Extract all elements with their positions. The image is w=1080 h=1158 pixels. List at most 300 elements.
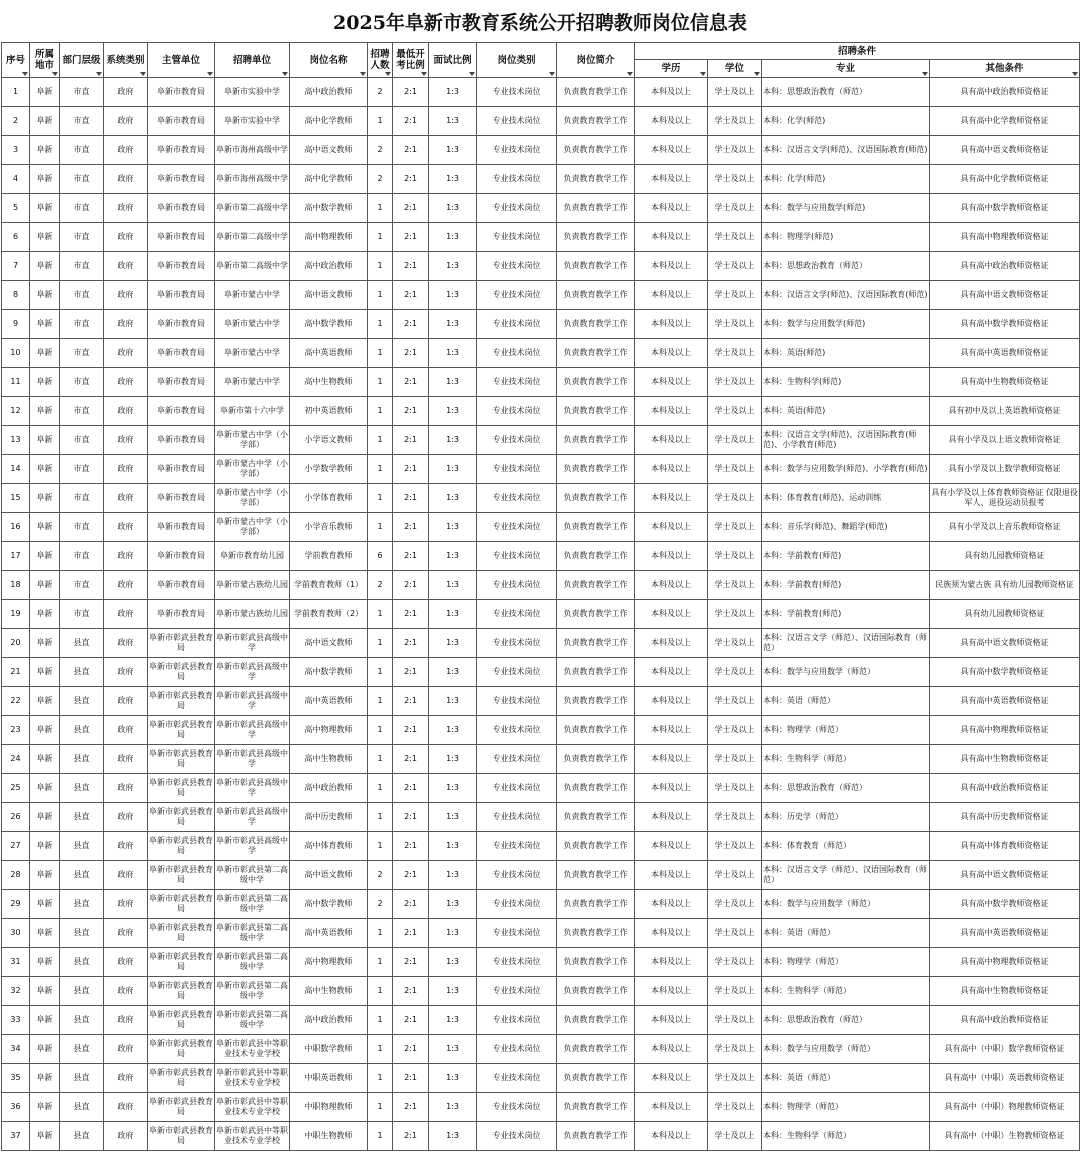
cell-education: 本科及以上 — [635, 310, 708, 339]
cell-seq: 7 — [2, 252, 30, 281]
filter-arrow-icon[interactable] — [22, 72, 28, 76]
header-major[interactable]: 专业 — [762, 60, 930, 78]
cell-position: 高中生物教师 — [290, 745, 368, 774]
cell-interview-ratio: 1:3 — [429, 803, 477, 832]
cell-education: 本科及以上 — [635, 861, 708, 890]
cell-position: 高中物理教师 — [290, 223, 368, 252]
cell-position: 高中物理教师 — [290, 716, 368, 745]
cell-degree: 学士及以上 — [708, 252, 762, 281]
cell-interview-ratio: 1:3 — [429, 1122, 477, 1151]
cell-intro: 负责教育教学工作 — [557, 890, 635, 919]
table-row — [2, 600, 1080, 629]
cell-unit: 阜新市彰武县第二高级中学 — [215, 1006, 290, 1035]
cell-seq: 19 — [2, 600, 30, 629]
header-unit[interactable]: 招聘单位 — [215, 43, 290, 78]
cell-count: 1 — [368, 948, 393, 977]
cell-count: 1 — [368, 223, 393, 252]
cell-count: 1 — [368, 977, 393, 1006]
cell-ratio-min: 2:1 — [393, 774, 429, 803]
table-row — [2, 629, 1080, 658]
filter-arrow-icon[interactable] — [627, 72, 633, 76]
cell-dept-level: 市直 — [60, 252, 104, 281]
cell-region: 阜新 — [30, 281, 60, 310]
cell-region: 阜新 — [30, 658, 60, 687]
cell-interview-ratio: 1:3 — [429, 513, 477, 542]
cell-major: 本科：学前教育(师范) — [762, 542, 930, 571]
cell-interview-ratio: 1:3 — [429, 832, 477, 861]
cell-education: 本科及以上 — [635, 977, 708, 1006]
header-authority[interactable]: 主管单位 — [148, 43, 215, 78]
cell-region: 阜新 — [30, 774, 60, 803]
cell-post-type: 专业技术岗位 — [477, 571, 557, 600]
cell-major: 本科：音乐学(师范)、舞蹈学(师范) — [762, 513, 930, 542]
cell-region: 阜新 — [30, 542, 60, 571]
cell-authority: 阜新市教育局 — [148, 513, 215, 542]
cell-authority: 阜新市教育局 — [148, 165, 215, 194]
cell-authority: 阜新市教育局 — [148, 484, 215, 513]
cell-interview-ratio: 1:3 — [429, 542, 477, 571]
cell-major: 本科：物理学(师范) — [762, 223, 930, 252]
cell-count: 1 — [368, 716, 393, 745]
cell-degree: 学士及以上 — [708, 484, 762, 513]
table-row — [2, 165, 1080, 194]
cell-unit: 阜新市第十六中学 — [215, 397, 290, 426]
cell-intro: 负责教育教学工作 — [557, 600, 635, 629]
cell-system: 政府 — [104, 832, 148, 861]
cell-authority: 阜新市教育局 — [148, 136, 215, 165]
cell-system: 政府 — [104, 1093, 148, 1122]
table-row — [2, 426, 1080, 455]
cell-degree: 学士及以上 — [708, 629, 762, 658]
filter-arrow-icon[interactable] — [421, 72, 427, 76]
cell-intro: 负责教育教学工作 — [557, 1093, 635, 1122]
table-row — [2, 832, 1080, 861]
cell-dept-level: 市直 — [60, 165, 104, 194]
cell-intro: 负责教育教学工作 — [557, 919, 635, 948]
cell-major: 本科：思想政治教育（师范） — [762, 1006, 930, 1035]
cell-other: 具有高中化学教师资格证 — [930, 165, 1080, 194]
cell-region: 阜新 — [30, 803, 60, 832]
cell-count: 1 — [368, 194, 393, 223]
cell-degree: 学士及以上 — [708, 1122, 762, 1151]
cell-position: 学前教育教师（2） — [290, 600, 368, 629]
cell-unit: 阜新市蒙古中学（小学部） — [215, 426, 290, 455]
cell-unit: 阜新市彰武县中等职业技术专业学校 — [215, 1093, 290, 1122]
cell-intro: 负责教育教学工作 — [557, 716, 635, 745]
cell-dept-level: 市直 — [60, 136, 104, 165]
cell-system: 政府 — [104, 803, 148, 832]
cell-interview-ratio: 1:3 — [429, 339, 477, 368]
filter-arrow-icon[interactable] — [52, 72, 58, 76]
cell-interview-ratio: 1:3 — [429, 600, 477, 629]
cell-degree: 学士及以上 — [708, 165, 762, 194]
cell-education: 本科及以上 — [635, 281, 708, 310]
cell-intro: 负责教育教学工作 — [557, 629, 635, 658]
cell-interview-ratio: 1:3 — [429, 977, 477, 1006]
cell-degree: 学士及以上 — [708, 571, 762, 600]
cell-education: 本科及以上 — [635, 1093, 708, 1122]
header-ratio-min[interactable]: 最低开考比例 — [393, 43, 429, 78]
cell-system: 政府 — [104, 1035, 148, 1064]
cell-count: 1 — [368, 1006, 393, 1035]
cell-authority: 阜新市彰武县教育局 — [148, 1093, 215, 1122]
cell-region: 阜新 — [30, 194, 60, 223]
cell-post-type: 专业技术岗位 — [477, 1122, 557, 1151]
cell-authority: 阜新市彰武县教育局 — [148, 1006, 215, 1035]
cell-interview-ratio: 1:3 — [429, 861, 477, 890]
cell-authority: 阜新市教育局 — [148, 542, 215, 571]
cell-ratio-min: 2:1 — [393, 136, 429, 165]
cell-education: 本科及以上 — [635, 832, 708, 861]
cell-post-type: 专业技术岗位 — [477, 252, 557, 281]
cell-system: 政府 — [104, 890, 148, 919]
cell-count: 1 — [368, 687, 393, 716]
cell-count: 2 — [368, 78, 393, 107]
filter-arrow-icon[interactable] — [385, 72, 391, 76]
cell-region: 阜新 — [30, 310, 60, 339]
cell-seq: 33 — [2, 1006, 30, 1035]
cell-position: 高中政治教师 — [290, 774, 368, 803]
cell-post-type: 专业技术岗位 — [477, 658, 557, 687]
cell-post-type: 专业技术岗位 — [477, 397, 557, 426]
cell-ratio-min: 2:1 — [393, 861, 429, 890]
cell-seq: 24 — [2, 745, 30, 774]
cell-post-type: 专业技术岗位 — [477, 484, 557, 513]
cell-unit: 阜新市彰武县第二高级中学 — [215, 948, 290, 977]
cell-major: 本科：英语（师范） — [762, 919, 930, 948]
header-region[interactable]: 所属地市 — [30, 43, 60, 78]
cell-intro: 负责教育教学工作 — [557, 803, 635, 832]
filter-arrow-icon[interactable] — [360, 72, 366, 76]
cell-degree: 学士及以上 — [708, 1006, 762, 1035]
cell-degree: 学士及以上 — [708, 1064, 762, 1093]
cell-ratio-min: 2:1 — [393, 107, 429, 136]
cell-region: 阜新 — [30, 919, 60, 948]
cell-major: 本科：化学(师范) — [762, 107, 930, 136]
cell-post-type: 专业技术岗位 — [477, 281, 557, 310]
cell-seq: 2 — [2, 107, 30, 136]
cell-degree: 学士及以上 — [708, 716, 762, 745]
cell-intro: 负责教育教学工作 — [557, 252, 635, 281]
cell-degree: 学士及以上 — [708, 658, 762, 687]
table-row — [2, 78, 1080, 107]
cell-ratio-min: 2:1 — [393, 948, 429, 977]
cell-region: 阜新 — [30, 136, 60, 165]
cell-post-type: 专业技术岗位 — [477, 194, 557, 223]
table-body — [2, 78, 1080, 1151]
header-other[interactable]: 其他条件 — [930, 60, 1080, 78]
cell-position: 高中历史教师 — [290, 803, 368, 832]
cell-seq: 17 — [2, 542, 30, 571]
cell-unit: 阜新市彰武县第二高级中学 — [215, 977, 290, 1006]
filter-arrow-icon[interactable] — [754, 72, 760, 76]
table-row — [2, 948, 1080, 977]
cell-other: 具有小学及以上体育教师资格证 仅限退役军人、退役运动员报考 — [930, 484, 1080, 513]
cell-seq: 25 — [2, 774, 30, 803]
cell-position: 高中数学教师 — [290, 658, 368, 687]
cell-seq: 14 — [2, 455, 30, 484]
cell-unit: 阜新市彰武县高级中学 — [215, 745, 290, 774]
cell-count: 1 — [368, 484, 393, 513]
cell-seq: 15 — [2, 484, 30, 513]
cell-count: 1 — [368, 426, 393, 455]
cell-count: 6 — [368, 542, 393, 571]
table-row — [2, 890, 1080, 919]
cell-authority: 阜新市彰武县教育局 — [148, 919, 215, 948]
cell-interview-ratio: 1:3 — [429, 455, 477, 484]
cell-region: 阜新 — [30, 78, 60, 107]
cell-system: 政府 — [104, 977, 148, 1006]
cell-dept-level: 县直 — [60, 977, 104, 1006]
cell-dept-level: 县直 — [60, 803, 104, 832]
cell-ratio-min: 2:1 — [393, 1035, 429, 1064]
cell-other: 具有高中物理教师资格证 — [930, 223, 1080, 252]
cell-dept-level: 市直 — [60, 107, 104, 136]
cell-seq: 12 — [2, 397, 30, 426]
table-row — [2, 745, 1080, 774]
table-row — [2, 339, 1080, 368]
cell-system: 政府 — [104, 658, 148, 687]
cell-major: 本科：学前教育(师范) — [762, 571, 930, 600]
cell-other: 具有高中（中职）英语教师资格证 — [930, 1064, 1080, 1093]
cell-interview-ratio: 1:3 — [429, 1035, 477, 1064]
cell-ratio-min: 2:1 — [393, 310, 429, 339]
cell-position: 高中物理教师 — [290, 948, 368, 977]
cell-intro: 负责教育教学工作 — [557, 107, 635, 136]
cell-region: 阜新 — [30, 484, 60, 513]
header-position[interactable]: 岗位名称 — [290, 43, 368, 78]
cell-education: 本科及以上 — [635, 136, 708, 165]
table-row — [2, 861, 1080, 890]
cell-major: 本科：汉语言文学（师范）、汉语国际教育（师范） — [762, 861, 930, 890]
cell-authority: 阜新市彰武县教育局 — [148, 1064, 215, 1093]
cell-post-type: 专业技术岗位 — [477, 629, 557, 658]
table-row — [2, 542, 1080, 571]
cell-interview-ratio: 1:3 — [429, 397, 477, 426]
cell-system: 政府 — [104, 194, 148, 223]
cell-other: 具有高中数学教师资格证 — [930, 890, 1080, 919]
cell-seq: 37 — [2, 1122, 30, 1151]
cell-authority: 阜新市教育局 — [148, 252, 215, 281]
cell-dept-level: 县直 — [60, 658, 104, 687]
cell-intro: 负责教育教学工作 — [557, 426, 635, 455]
cell-authority: 阜新市教育局 — [148, 339, 215, 368]
cell-education: 本科及以上 — [635, 107, 708, 136]
cell-dept-level: 市直 — [60, 484, 104, 513]
cell-degree: 学士及以上 — [708, 774, 762, 803]
cell-authority: 阜新市教育局 — [148, 600, 215, 629]
cell-interview-ratio: 1:3 — [429, 310, 477, 339]
cell-post-type: 专业技术岗位 — [477, 803, 557, 832]
cell-intro: 负责教育教学工作 — [557, 658, 635, 687]
cell-dept-level: 县直 — [60, 1093, 104, 1122]
cell-other: 具有高中化学教师资格证 — [930, 107, 1080, 136]
cell-post-type: 专业技术岗位 — [477, 368, 557, 397]
cell-ratio-min: 2:1 — [393, 513, 429, 542]
table-row — [2, 310, 1080, 339]
cell-degree: 学士及以上 — [708, 107, 762, 136]
cell-education: 本科及以上 — [635, 658, 708, 687]
cell-degree: 学士及以上 — [708, 542, 762, 571]
header-system[interactable]: 系统类别 — [104, 43, 148, 78]
cell-degree: 学士及以上 — [708, 919, 762, 948]
cell-position: 高中语文教师 — [290, 629, 368, 658]
cell-position: 高中化学教师 — [290, 165, 368, 194]
table-row — [2, 1122, 1080, 1151]
cell-ratio-min: 2:1 — [393, 803, 429, 832]
cell-authority: 阜新市教育局 — [148, 455, 215, 484]
cell-interview-ratio: 1:3 — [429, 687, 477, 716]
cell-major: 本科：体育教育(师范)、运动训练 — [762, 484, 930, 513]
cell-count: 2 — [368, 136, 393, 165]
cell-unit: 阜新市蒙古族幼儿园 — [215, 600, 290, 629]
cell-region: 阜新 — [30, 426, 60, 455]
cell-authority: 阜新市教育局 — [148, 426, 215, 455]
cell-seq: 22 — [2, 687, 30, 716]
header-count[interactable]: 招聘人数 — [368, 43, 393, 78]
cell-region: 阜新 — [30, 339, 60, 368]
cell-system: 政府 — [104, 600, 148, 629]
cell-position: 中职英语教师 — [290, 1064, 368, 1093]
cell-authority: 阜新市教育局 — [148, 368, 215, 397]
cell-interview-ratio: 1:3 — [429, 571, 477, 600]
filter-arrow-icon[interactable] — [96, 72, 102, 76]
cell-degree: 学士及以上 — [708, 977, 762, 1006]
cell-authority: 阜新市彰武县教育局 — [148, 803, 215, 832]
cell-system: 政府 — [104, 165, 148, 194]
cell-intro: 负责教育教学工作 — [557, 484, 635, 513]
cell-intro: 负责教育教学工作 — [557, 774, 635, 803]
cell-count: 1 — [368, 281, 393, 310]
cell-education: 本科及以上 — [635, 542, 708, 571]
cell-seq: 36 — [2, 1093, 30, 1122]
cell-seq: 16 — [2, 513, 30, 542]
filter-arrow-icon[interactable] — [922, 72, 928, 76]
cell-interview-ratio: 1:3 — [429, 629, 477, 658]
cell-region: 阜新 — [30, 948, 60, 977]
cell-other: 具有高中语文教师资格证 — [930, 629, 1080, 658]
cell-post-type: 专业技术岗位 — [477, 716, 557, 745]
cell-position: 中职生物教师 — [290, 1122, 368, 1151]
cell-authority: 阜新市教育局 — [148, 78, 215, 107]
cell-post-type: 专业技术岗位 — [477, 542, 557, 571]
filter-arrow-icon[interactable] — [469, 72, 475, 76]
cell-intro: 负责教育教学工作 — [557, 745, 635, 774]
cell-dept-level: 县直 — [60, 861, 104, 890]
table-row — [2, 977, 1080, 1006]
cell-authority: 阜新市彰武县教育局 — [148, 774, 215, 803]
cell-seq: 1 — [2, 78, 30, 107]
header-intro[interactable]: 岗位简介 — [557, 43, 635, 78]
cell-post-type: 专业技术岗位 — [477, 339, 557, 368]
cell-education: 本科及以上 — [635, 397, 708, 426]
cell-major: 本科：物理学（师范） — [762, 716, 930, 745]
table-row — [2, 774, 1080, 803]
cell-unit: 阜新市蒙古中学 — [215, 310, 290, 339]
cell-other: 具有幼儿园教师资格证 — [930, 600, 1080, 629]
filter-arrow-icon[interactable] — [282, 72, 288, 76]
cell-interview-ratio: 1:3 — [429, 78, 477, 107]
cell-position: 高中英语教师 — [290, 687, 368, 716]
filter-arrow-icon[interactable] — [549, 72, 555, 76]
cell-authority: 阜新市彰武县教育局 — [148, 716, 215, 745]
cell-position: 高中数学教师 — [290, 890, 368, 919]
cell-other: 具有高中英语教师资格证 — [930, 339, 1080, 368]
header-degree[interactable]: 学位 — [708, 60, 762, 78]
cell-education: 本科及以上 — [635, 919, 708, 948]
cell-other: 具有高中数学教师资格证 — [930, 310, 1080, 339]
cell-degree: 学士及以上 — [708, 281, 762, 310]
cell-intro: 负责教育教学工作 — [557, 1006, 635, 1035]
cell-unit: 阜新市蒙古中学（小学部） — [215, 455, 290, 484]
cell-other: 具有初中及以上英语教师资格证 — [930, 397, 1080, 426]
cell-major: 本科：生物科学（师范） — [762, 745, 930, 774]
cell-interview-ratio: 1:3 — [429, 658, 477, 687]
cell-ratio-min: 2:1 — [393, 484, 429, 513]
cell-education: 本科及以上 — [635, 513, 708, 542]
cell-dept-level: 市直 — [60, 78, 104, 107]
cell-dept-level: 市直 — [60, 223, 104, 252]
header-dept-level[interactable]: 部门层级 — [60, 43, 104, 78]
cell-interview-ratio: 1:3 — [429, 1093, 477, 1122]
cell-degree: 学士及以上 — [708, 948, 762, 977]
cell-region: 阜新 — [30, 1122, 60, 1151]
cell-system: 政府 — [104, 919, 148, 948]
cell-other: 具有幼儿园教师资格证 — [930, 542, 1080, 571]
cell-dept-level: 县直 — [60, 716, 104, 745]
cell-dept-level: 市直 — [60, 368, 104, 397]
cell-other: 具有高中政治教师资格证 — [930, 252, 1080, 281]
filter-arrow-icon[interactable] — [700, 72, 706, 76]
table-row — [2, 194, 1080, 223]
cell-seq: 26 — [2, 803, 30, 832]
cell-post-type: 专业技术岗位 — [477, 890, 557, 919]
cell-region: 阜新 — [30, 861, 60, 890]
header-post-type[interactable]: 岗位类别 — [477, 43, 557, 78]
cell-intro: 负责教育教学工作 — [557, 542, 635, 571]
cell-major: 本科：英语(师范) — [762, 397, 930, 426]
cell-system: 政府 — [104, 1122, 148, 1151]
cell-authority: 阜新市教育局 — [148, 223, 215, 252]
cell-position: 高中政治教师 — [290, 78, 368, 107]
cell-seq: 28 — [2, 861, 30, 890]
cell-major: 本科：汉语言文学(师范)、汉语国际教育(师范) — [762, 281, 930, 310]
cell-seq: 35 — [2, 1064, 30, 1093]
cell-post-type: 专业技术岗位 — [477, 513, 557, 542]
table-row — [2, 1035, 1080, 1064]
header-education[interactable]: 学历 — [635, 60, 708, 78]
cell-ratio-min: 2:1 — [393, 629, 429, 658]
filter-arrow-icon[interactable] — [140, 72, 146, 76]
cell-other: 具有高中语文教师资格证 — [930, 136, 1080, 165]
cell-ratio-min: 2:1 — [393, 571, 429, 600]
cell-seq: 13 — [2, 426, 30, 455]
cell-unit: 阜新市蒙古族幼儿园 — [215, 571, 290, 600]
cell-ratio-min: 2:1 — [393, 687, 429, 716]
filter-arrow-icon[interactable] — [207, 72, 213, 76]
header-seq[interactable]: 序号 — [2, 43, 30, 78]
cell-education: 本科及以上 — [635, 1035, 708, 1064]
cell-education: 本科及以上 — [635, 165, 708, 194]
header-interview-ratio[interactable]: 面试比例 — [429, 43, 477, 78]
cell-degree: 学士及以上 — [708, 136, 762, 165]
filter-arrow-icon[interactable] — [1072, 72, 1078, 76]
cell-count: 1 — [368, 1122, 393, 1151]
cell-interview-ratio: 1:3 — [429, 745, 477, 774]
cell-position: 学前教育教师（1） — [290, 571, 368, 600]
cell-unit: 阜新市实验中学 — [215, 78, 290, 107]
cell-ratio-min: 2:1 — [393, 252, 429, 281]
